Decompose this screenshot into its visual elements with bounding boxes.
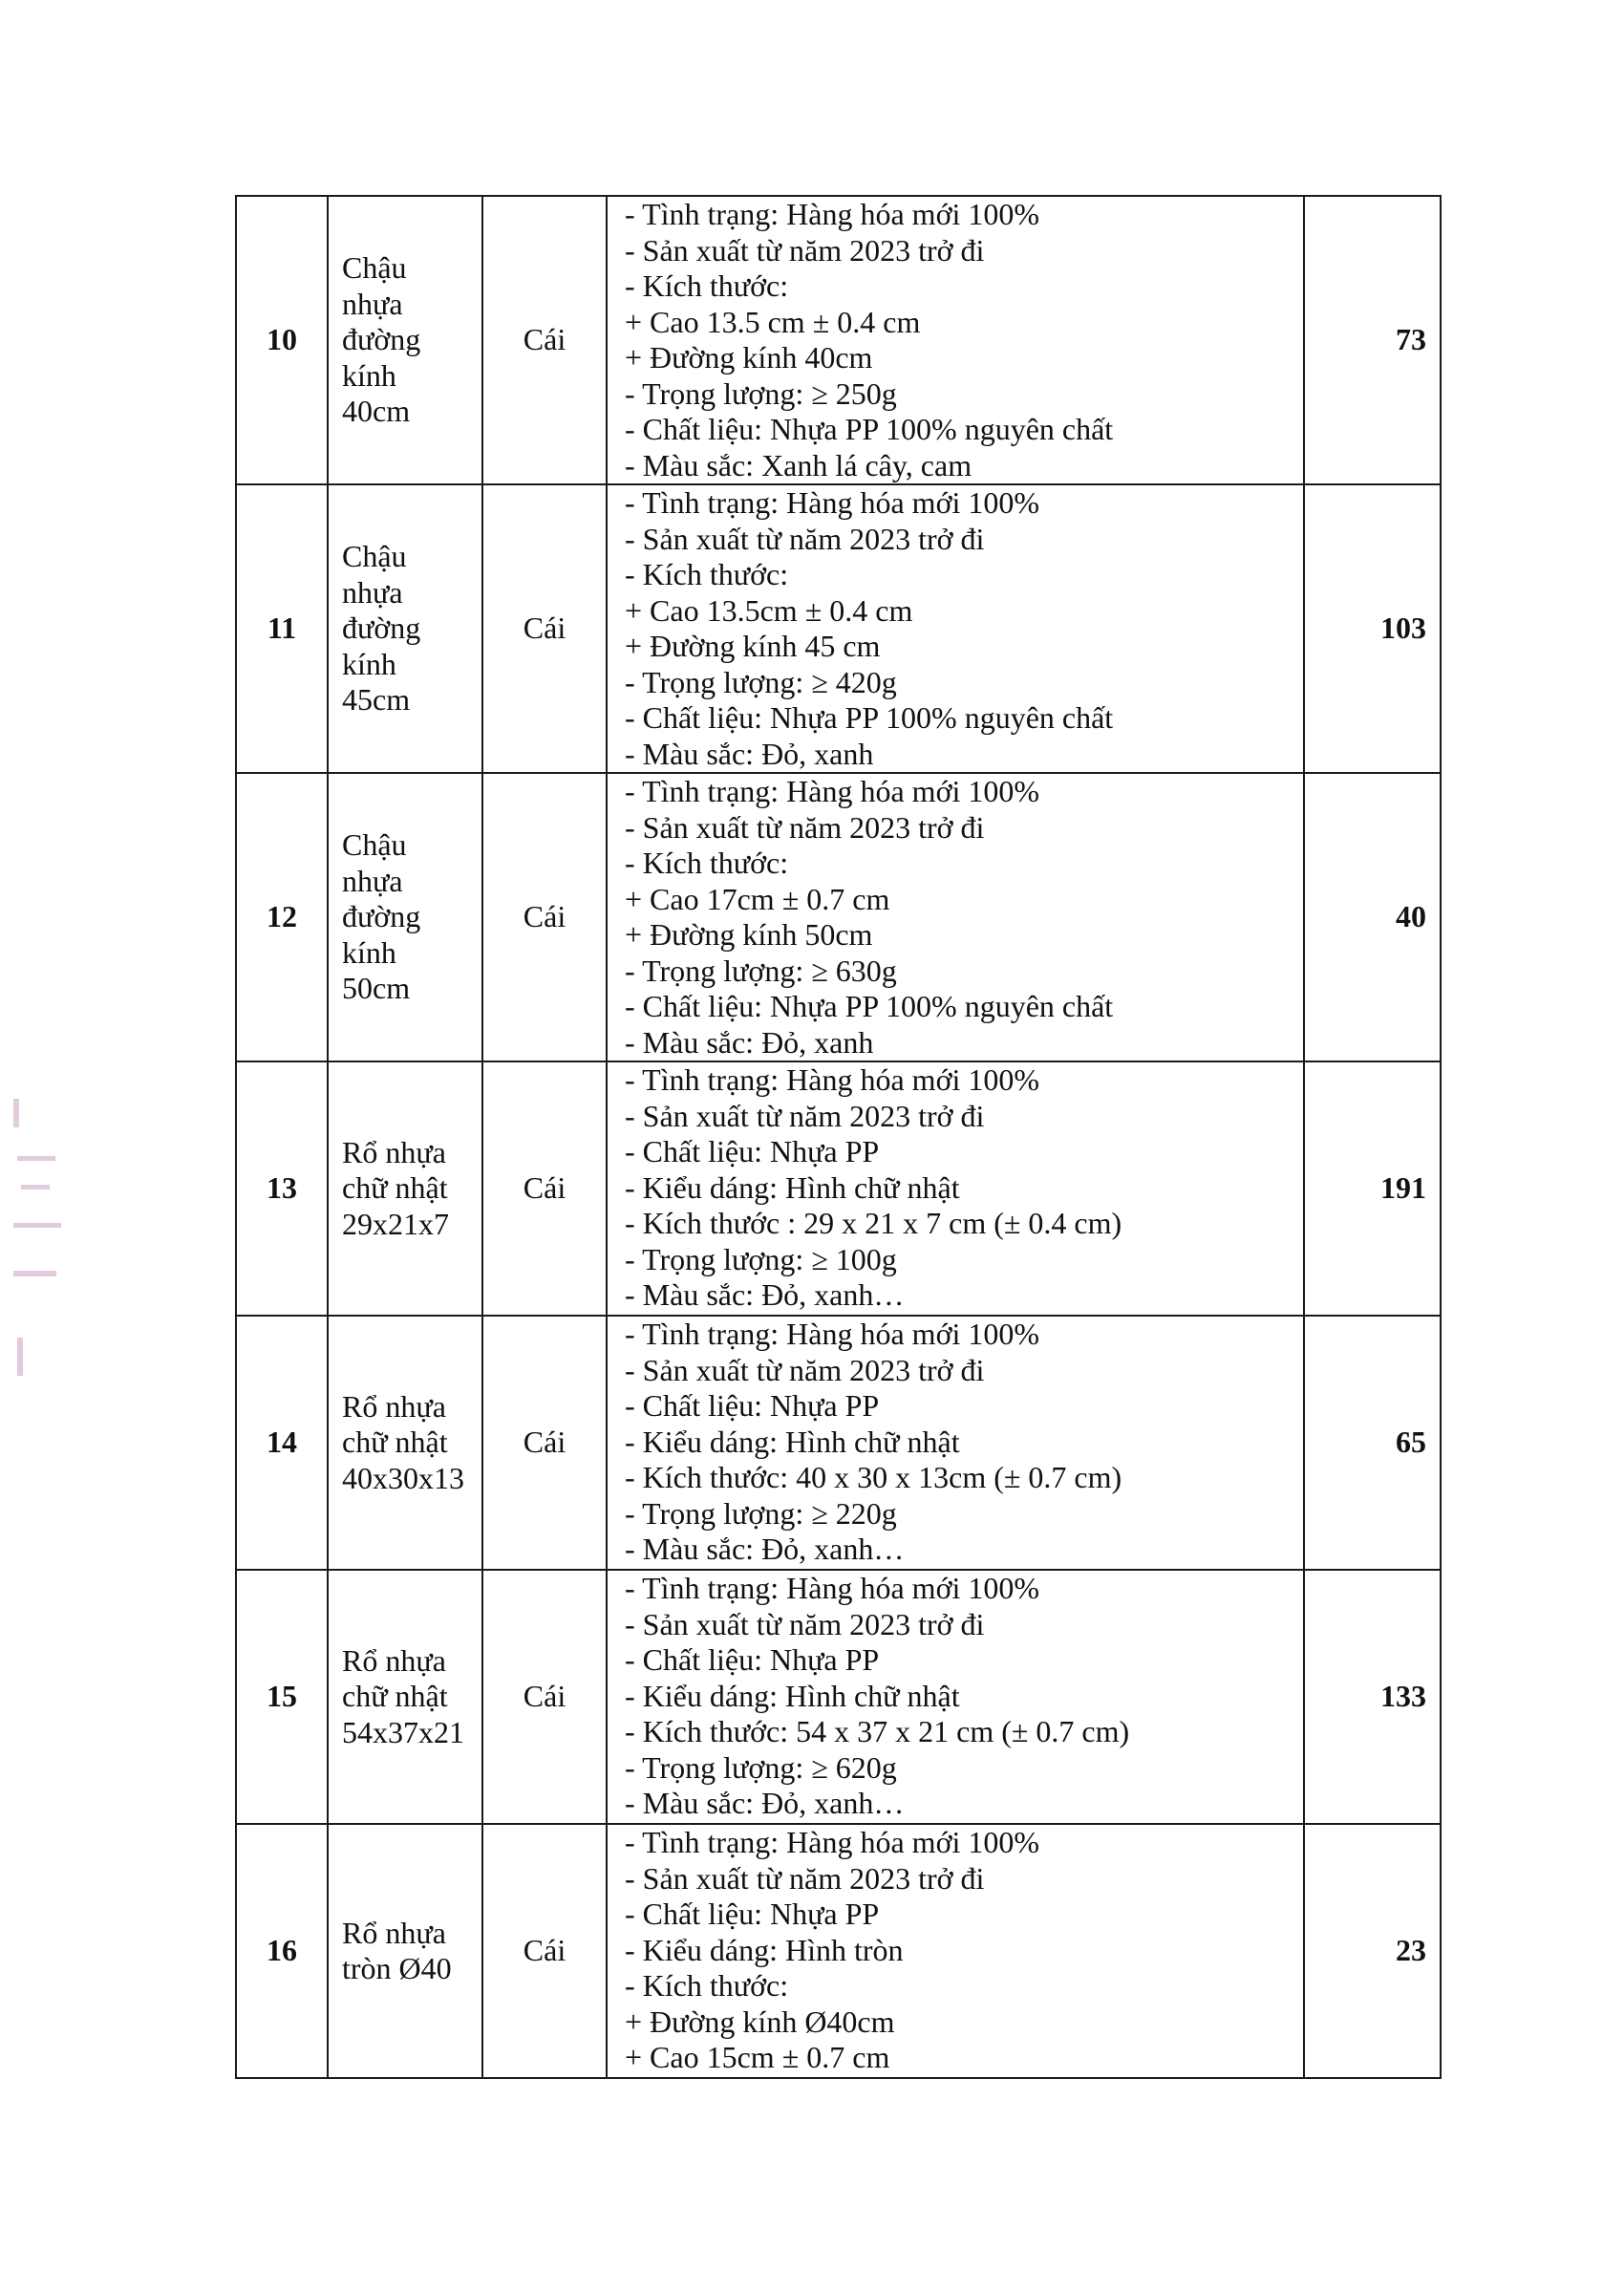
item-name: Rổ nhựa chữ nhật 40x30x13 — [342, 1388, 464, 1495]
spec-line: - Màu sắc: Đỏ, xanh… — [625, 1277, 905, 1312]
spec-line: - Trọng lượng: ≥ 100g — [625, 1241, 897, 1276]
spec-line: + Cao 13.5 cm ± 0.4 cm — [625, 304, 921, 339]
quantity: 23 — [1304, 1824, 1441, 2078]
specification-cell — [607, 1316, 1304, 1570]
spec-line: - Kích thước : 29 x 21 x 7 cm (± 0.4 cm) — [625, 1206, 1122, 1240]
spec-line: - Trọng lượng: ≥ 620g — [625, 1749, 897, 1785]
stamp-bleed-mark — [13, 1271, 56, 1276]
stamp-bleed-mark — [17, 1156, 55, 1161]
stamp-bleed-mark — [17, 1338, 23, 1376]
unit: Cái — [482, 484, 607, 773]
specification-cell — [607, 1570, 1304, 1824]
spec-line: - Tình trạng: Hàng hóa mới 100% — [625, 485, 1040, 520]
item-name-cell — [328, 484, 482, 773]
spec-line: - Sản xuất từ năm 2023 trở đi — [625, 521, 985, 556]
item-name-cell — [328, 196, 482, 484]
quantity: 40 — [1304, 773, 1441, 1061]
item-name: Chậu nhựa đường kính 50cm — [342, 827, 421, 1006]
item-name-cell — [328, 1061, 482, 1316]
item-name: Rổ nhựa chữ nhật 54x37x21 — [342, 1642, 464, 1749]
spec-line: - Kiểu dáng: Hình tròn — [625, 1932, 904, 1967]
item-name: Rổ nhựa chữ nhật 29x21x7 — [342, 1134, 449, 1241]
spec-line: - Màu sắc: Xanh lá cây, cam — [625, 447, 972, 482]
unit: Cái — [482, 1061, 607, 1316]
row-number: 15 — [236, 1570, 328, 1824]
spec-line: - Sản xuất từ năm 2023 trở đi — [625, 1352, 985, 1387]
specification-cell — [607, 484, 1304, 773]
spec-line: - Sản xuất từ năm 2023 trở đi — [625, 232, 985, 268]
unit: Cái — [482, 773, 607, 1061]
quantity: 191 — [1304, 1061, 1441, 1316]
spec-line: - Trọng lượng: ≥ 250g — [625, 375, 897, 411]
specification-cell — [607, 1824, 1304, 2078]
spec-line: - Trọng lượng: ≥ 630g — [625, 953, 897, 988]
spec-line: - Chất liệu: Nhựa PP 100% nguyên chất — [625, 989, 1114, 1023]
spec-line: - Sản xuất từ năm 2023 trở đi — [625, 809, 985, 845]
spec-line: - Kích thước: 54 x 37 x 21 cm (± 0.7 cm) — [625, 1714, 1130, 1748]
spec-line: - Kích thước: — [625, 1968, 789, 2003]
quantity: 65 — [1304, 1316, 1441, 1570]
spec-line: + Đường kính Ø40cm — [625, 2004, 895, 2039]
unit: Cái — [482, 1570, 607, 1824]
row-number: 13 — [236, 1061, 328, 1316]
table-row — [236, 1061, 1441, 1316]
spec-line: - Sản xuất từ năm 2023 trở đi — [625, 1606, 985, 1641]
quantity: 103 — [1304, 484, 1441, 773]
spec-line: - Chất liệu: Nhựa PP — [625, 1897, 880, 1931]
spec-line: - Kích thước: — [625, 557, 789, 591]
table-row — [236, 1316, 1441, 1570]
spec-line: - Màu sắc: Đỏ, xanh — [625, 1024, 874, 1060]
spec-line: - Kích thước: — [625, 268, 789, 303]
spec-line: - Kiểu dáng: Hình chữ nhật — [625, 1424, 960, 1459]
spec-line: - Màu sắc: Đỏ, xanh — [625, 736, 874, 771]
specification-table — [235, 195, 1442, 2079]
spec-line: + Đường kính 40cm — [625, 340, 873, 375]
spec-line: + Cao 17cm ± 0.7 cm — [625, 881, 890, 916]
table-row — [236, 484, 1441, 773]
spec-line: - Tình trạng: Hàng hóa mới 100% — [625, 197, 1040, 231]
unit: Cái — [482, 196, 607, 484]
stamp-bleed-mark — [13, 1099, 19, 1127]
spec-line: - Sản xuất từ năm 2023 trở đi — [625, 1860, 985, 1896]
spec-line: - Tình trạng: Hàng hóa mới 100% — [625, 774, 1040, 808]
table-row — [236, 1570, 1441, 1824]
stamp-bleed-mark — [21, 1185, 50, 1190]
item-name: Rổ nhựa tròn Ø40 — [342, 1915, 452, 1985]
spec-line: + Cao 15cm ± 0.7 cm — [625, 2040, 890, 2074]
row-number: 11 — [236, 484, 328, 773]
spec-line: - Tình trạng: Hàng hóa mới 100% — [625, 1062, 1040, 1097]
row-number: 12 — [236, 773, 328, 1061]
spec-line: - Kích thước: 40 x 30 x 13cm (± 0.7 cm) — [625, 1460, 1122, 1494]
row-number: 16 — [236, 1824, 328, 2078]
item-name-cell — [328, 1570, 482, 1824]
stamp-bleed-mark — [13, 1223, 61, 1228]
spec-line: - Tình trạng: Hàng hóa mới 100% — [625, 1317, 1040, 1351]
spec-line: - Chất liệu: Nhựa PP 100% nguyên chất — [625, 700, 1114, 735]
table-row — [236, 1824, 1441, 2078]
spec-line: - Kiểu dáng: Hình chữ nhật — [625, 1169, 960, 1205]
unit: Cái — [482, 1824, 607, 2078]
item-name-cell — [328, 1824, 482, 2078]
specification-cell — [607, 773, 1304, 1061]
spec-line: - Trọng lượng: ≥ 220g — [625, 1495, 897, 1531]
spec-line: - Chất liệu: Nhựa PP 100% nguyên chất — [625, 412, 1114, 446]
spec-line: - Kích thước: — [625, 846, 789, 880]
spec-line: - Sản xuất từ năm 2023 trở đi — [625, 1098, 985, 1133]
spec-line: - Chất liệu: Nhựa PP — [625, 1134, 880, 1168]
row-number: 10 — [236, 196, 328, 484]
table-row — [236, 773, 1441, 1061]
quantity: 73 — [1304, 196, 1441, 484]
unit: Cái — [482, 1316, 607, 1570]
row-number: 14 — [236, 1316, 328, 1570]
item-name: Chậu nhựa đường kính 40cm — [342, 250, 421, 429]
spec-line: - Chất liệu: Nhựa PP — [625, 1388, 880, 1423]
spec-line: - Tình trạng: Hàng hóa mới 100% — [625, 1825, 1040, 1859]
item-name-cell — [328, 1316, 482, 1570]
spec-line: - Kiểu dáng: Hình chữ nhật — [625, 1678, 960, 1713]
item-name-cell — [328, 773, 482, 1061]
spec-line: - Trọng lượng: ≥ 420g — [625, 664, 897, 699]
quantity: 133 — [1304, 1570, 1441, 1824]
spec-line: - Màu sắc: Đỏ, xanh… — [625, 1786, 905, 1820]
table-row — [236, 196, 1441, 484]
spec-line: - Màu sắc: Đỏ, xanh… — [625, 1532, 905, 1566]
spec-line: - Tình trạng: Hàng hóa mới 100% — [625, 1571, 1040, 1605]
specification-cell — [607, 1061, 1304, 1316]
item-name: Chậu nhựa đường kính 45cm — [342, 539, 421, 718]
spec-line: + Đường kính 50cm — [625, 917, 873, 952]
spec-line: + Đường kính 45 cm — [625, 629, 881, 663]
spec-line: - Chất liệu: Nhựa PP — [625, 1642, 880, 1677]
spec-line: + Cao 13.5cm ± 0.4 cm — [625, 592, 913, 628]
specification-cell — [607, 196, 1304, 484]
